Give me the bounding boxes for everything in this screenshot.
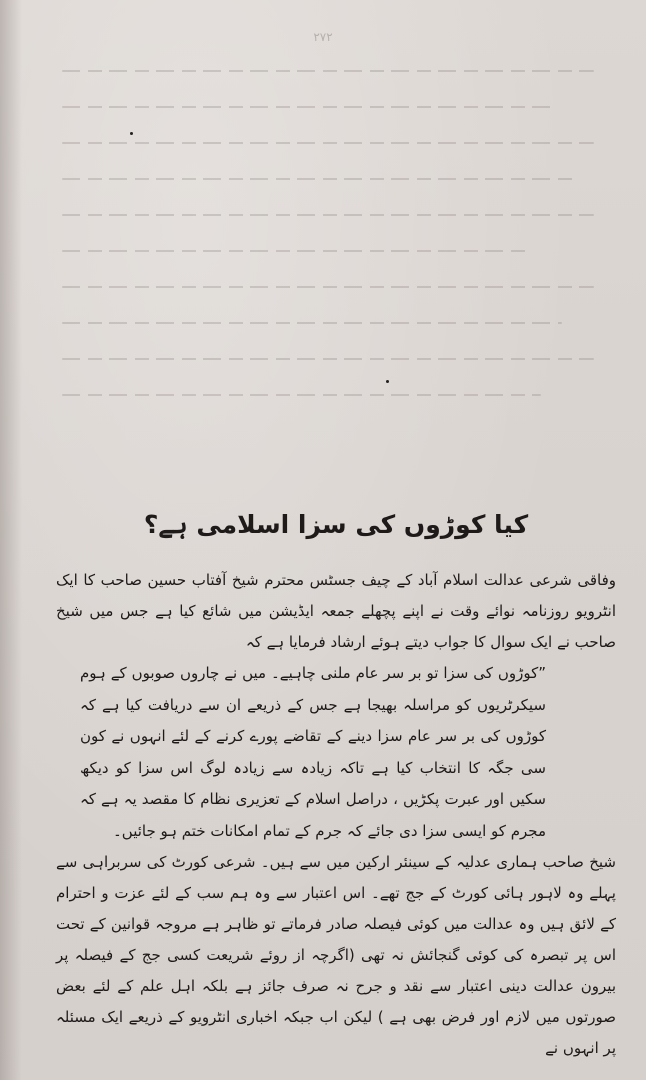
page-number: ۲۷۲ xyxy=(313,30,333,44)
ink-speck xyxy=(130,132,133,135)
ink-speck xyxy=(386,380,389,383)
page-gutter-shadow xyxy=(0,0,22,1080)
quoted-statement: ”کوڑوں کی سزا تو بر سر عام ملنی چاہیے۔ میں نے چاروں صوبوں کے ہوم سیکرٹریوں کو مراسلہ بھیجا ہے جس کے ذریعے ان سے دریافت کیا ہے کہ کوڑوں کی بر سر عام سزا دینے کے تقاضے پورے کرنے کے لئے انہوں نے کون سی جگہ کا انتخاب کیا ہے تاکہ زیادہ سے زیادہ لوگ اس سزا کو دیکھ سکیں اور عبرت پکڑیں ، دراصل اسلام کے تعزیری نظام کا مقصد یہ ہے کہ مجرم کو ایسی سزا دی جائے کہ جرم کے تمام امکانات ختم ہو جائیں۔ xyxy=(80,664,546,840)
article xyxy=(56,505,616,1064)
intro-paragraph: وفاقی شرعی عدالت اسلام آباد کے چیف جسٹس محترم شیخ آفتاب حسین صاحب کا ایک انٹرویو روزنامہ نوائے وقت نے اپنے پچھلے جمعہ ایڈیشن میں شائع کیا ہے جس میں شیخ صاحب نے ایک سوال کا جواب دیتے ہوئے ارشاد فرمایا ہے کہ xyxy=(56,571,616,651)
article-title: کیا کوڑوں کی سزا اسلامی ہے؟ xyxy=(143,510,529,539)
body-paragraph: شیخ صاحب ہماری عدلیہ کے سینئر ارکین میں سے ہیں۔ شرعی کورٹ کی سربراہی سے پہلے وہ لاہور ہائی کورٹ کے جج تھے۔ اس اعتبار سے وہ ہم سب کے لئے عزت و احترام کے لائق ہیں وہ عدالت میں کوئی فیصلہ صادر فرماتے تو ظاہر ہے مروجہ قوانین کے تحت اس پر تبصرہ کی کوئی گنجائش نہ تھی (اگرچہ از روئے شریعت کسی جج کے فیصلہ پر بیرون عدالت دینی اعتبار سے نقد و جرح نہ صرف جائز ہے بلکہ اہل علم کے لئے بعض صورتوں میں لازم اور فرض بھی ہے ) لیکن اب جبکہ اخباری انٹرویو کے ذریعے ایک مسئلہ پر انہوں نے xyxy=(56,853,616,1057)
bleed-through-text xyxy=(62,70,594,470)
